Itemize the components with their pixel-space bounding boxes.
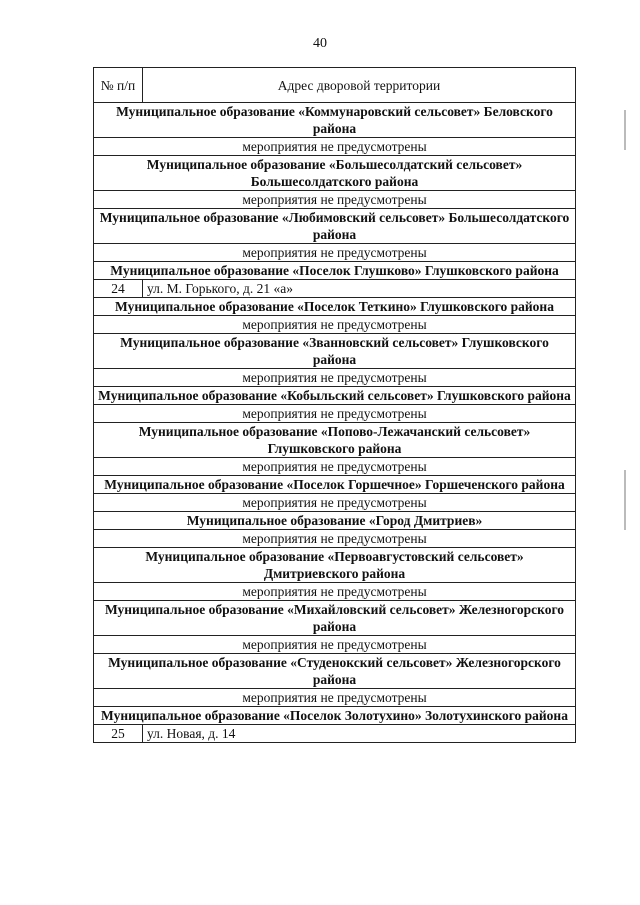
note-row	[94, 458, 576, 476]
section-row	[94, 103, 576, 138]
no-measures-note: мероприятия не предусмотрены	[94, 689, 576, 707]
municipality-heading: Муниципальное образование «Поселок Теткино» Глушковского района	[94, 298, 576, 316]
note-row	[94, 689, 576, 707]
section-row	[94, 423, 576, 458]
table-header	[94, 68, 576, 103]
municipality-heading: Муниципальное образование «Поселок Глушково» Глушковского района	[94, 262, 576, 280]
note-row	[94, 138, 576, 156]
municipality-heading: Муниципальное образование «Кобыльский сельсовет» Глушковского района	[94, 387, 576, 405]
note-row	[94, 636, 576, 654]
row-address: ул. Новая, д. 14	[143, 725, 576, 743]
no-measures-note: мероприятия не предусмотрены	[94, 316, 576, 334]
no-measures-note: мероприятия не предусмотрены	[94, 583, 576, 601]
page-number: 40	[313, 36, 327, 51]
note-row	[94, 494, 576, 512]
section-row	[94, 548, 576, 583]
table-row	[94, 725, 576, 743]
section-row	[94, 262, 576, 280]
note-row	[94, 244, 576, 262]
section-row	[94, 209, 576, 244]
no-measures-note: мероприятия не предусмотрены	[94, 494, 576, 512]
section-row	[94, 387, 576, 405]
municipality-heading: Муниципальное образование «Званновский сельсовет» Глушковского района	[94, 334, 576, 369]
municipality-heading: Муниципальное образование «Город Дмитриев»	[94, 512, 576, 530]
municipality-heading: Муниципальное образование «Попово-Лежачанский сельсовет» Глушковского района	[94, 423, 576, 458]
note-row	[94, 369, 576, 387]
section-row	[94, 476, 576, 494]
row-number: 25	[94, 725, 143, 743]
no-measures-note: мероприятия не предусмотрены	[94, 138, 576, 156]
no-measures-note: мероприятия не предусмотрены	[94, 636, 576, 654]
note-row	[94, 316, 576, 334]
no-measures-note: мероприятия не предусмотрены	[94, 369, 576, 387]
header-number: № п/п	[94, 68, 143, 103]
scan-margin-mark	[624, 110, 626, 150]
row-address: ул. М. Горького, д. 21 «а»	[143, 280, 576, 298]
municipality-heading: Муниципальное образование «Любимовский сельсовет» Большесолдатского района	[94, 209, 576, 244]
note-row	[94, 191, 576, 209]
note-row	[94, 405, 576, 423]
no-measures-note: мероприятия не предусмотрены	[94, 191, 576, 209]
table-row	[94, 280, 576, 298]
municipality-heading: Муниципальное образование «Поселок Золотухино» Золотухинского района	[94, 707, 576, 725]
no-measures-note: мероприятия не предусмотрены	[94, 244, 576, 262]
note-row	[94, 530, 576, 548]
section-row	[94, 334, 576, 369]
section-row	[94, 707, 576, 725]
header-row	[94, 68, 576, 103]
municipality-heading: Муниципальное образование «Студенокский сельсовет» Железногорского района	[94, 654, 576, 689]
note-row	[94, 583, 576, 601]
section-row	[94, 156, 576, 191]
section-row	[94, 654, 576, 689]
municipality-heading: Муниципальное образование «Большесолдатский сельсовет» Большесолдатского района	[94, 156, 576, 191]
municipality-heading: Муниципальное образование «Михайловский сельсовет» Железногорского района	[94, 601, 576, 636]
courtyard-address-table	[93, 67, 576, 743]
municipality-heading: Муниципальное образование «Коммунаровский сельсовет» Беловского района	[94, 103, 576, 138]
municipality-heading: Муниципальное образование «Первоавгустовский сельсовет» Дмитриевского района	[94, 548, 576, 583]
section-row	[94, 512, 576, 530]
no-measures-note: мероприятия не предусмотрены	[94, 458, 576, 476]
header-address: Адрес дворовой территории	[143, 68, 576, 103]
row-number: 24	[94, 280, 143, 298]
table-body	[94, 103, 576, 743]
scan-margin-mark	[624, 470, 626, 530]
no-measures-note: мероприятия не предусмотрены	[94, 405, 576, 423]
no-measures-note: мероприятия не предусмотрены	[94, 530, 576, 548]
section-row	[94, 601, 576, 636]
section-row	[94, 298, 576, 316]
municipality-heading: Муниципальное образование «Поселок Горшечное» Горшеченского района	[94, 476, 576, 494]
